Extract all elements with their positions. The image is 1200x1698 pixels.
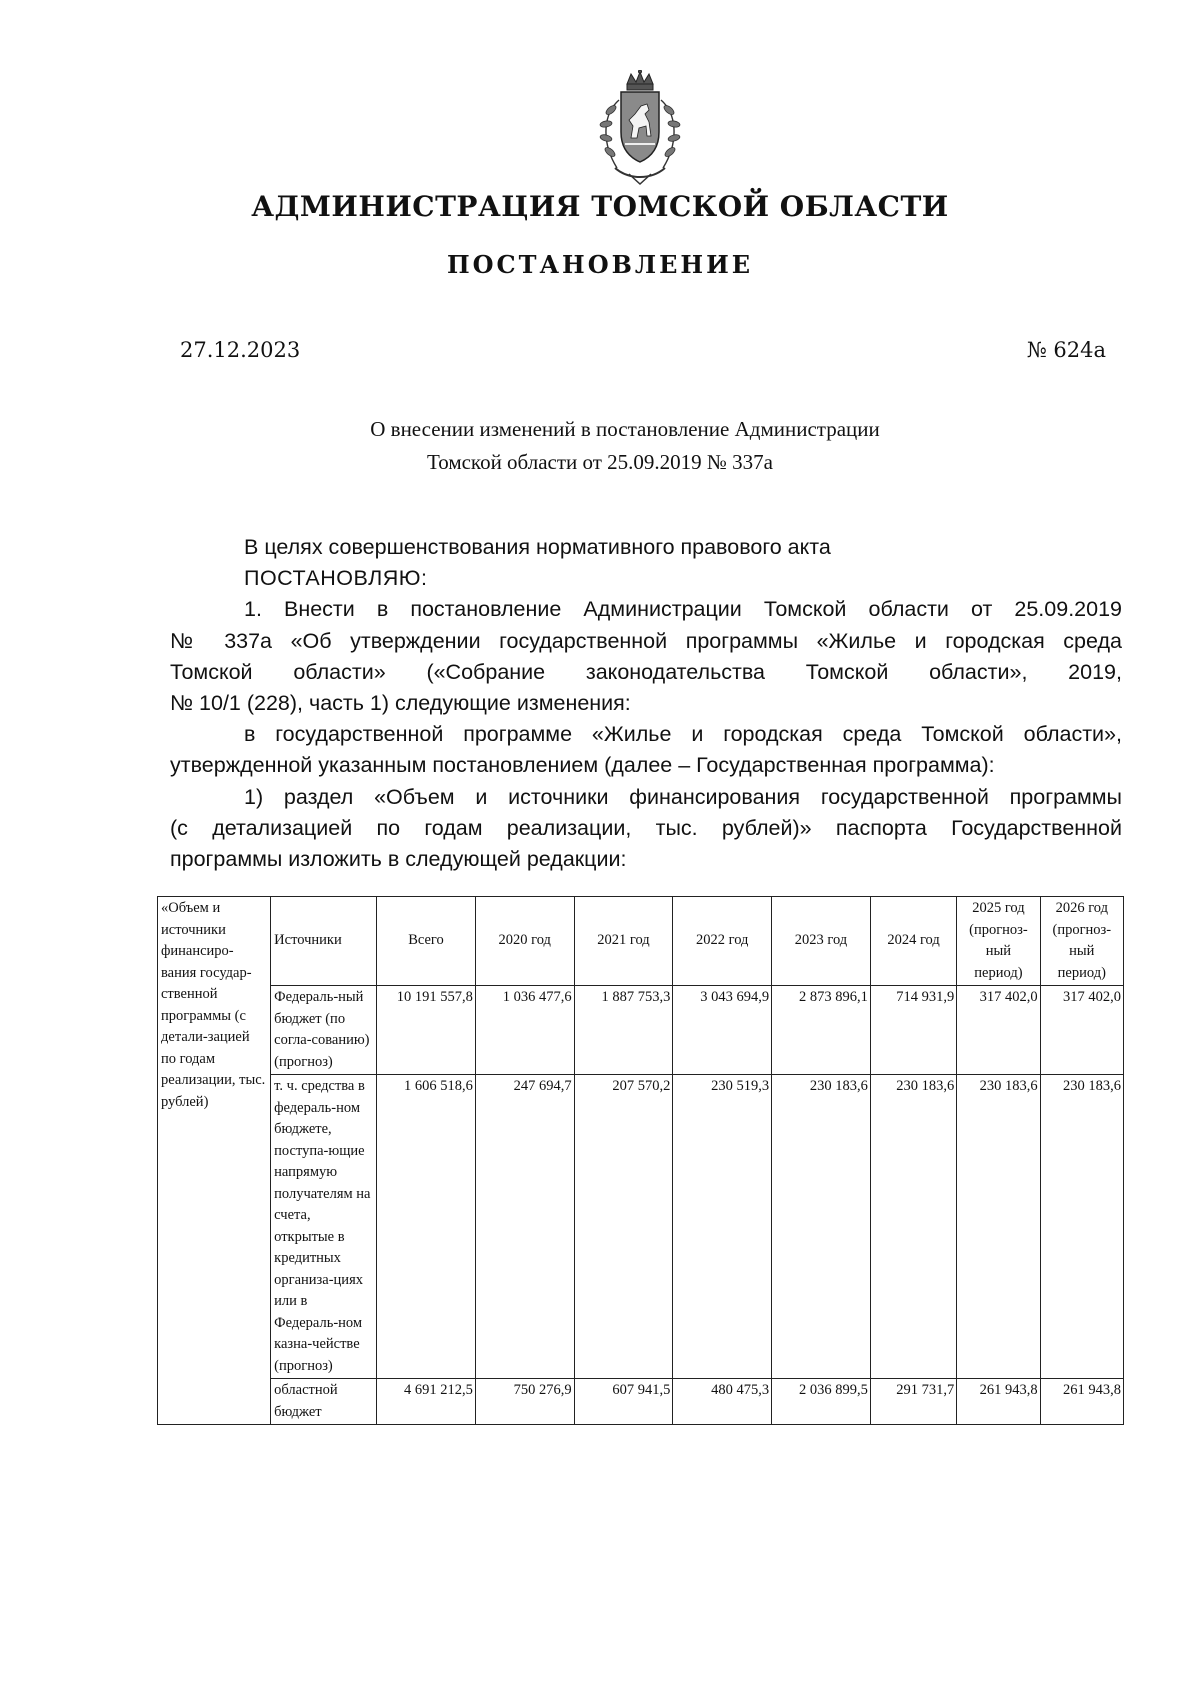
table-header-cell: 2026 год (прогноз-ный период) <box>1040 897 1123 986</box>
table-cell: 10 191 557,8 <box>377 986 476 1075</box>
table-cell: 207 570,2 <box>574 1075 673 1379</box>
decree-word: ПОСТАНОВЛЯЮ: <box>244 566 428 591</box>
paragraph-line: программы изложить в следующей редакции: <box>170 847 627 872</box>
table-cell: 317 402,0 <box>1040 986 1123 1075</box>
table-header-cell: Всего <box>377 897 476 986</box>
paragraph-line: в государственной программе «Жилье и городская среда Томской области», <box>244 722 1122 747</box>
intro-paragraph: В целях совершенствования нормативного правового акта <box>244 535 831 559</box>
paragraph-line: № 337а «Об утверждении государственной программы «Жилье и городская среда <box>170 628 1122 653</box>
table-row-label: «Объем и источники финансиро-вания государ-ственной программы (с детали-зацией по годам реализации, тыс. рублей) <box>158 897 271 1425</box>
subject-line: Томской области от 25.09.2019 № 337а <box>426 450 774 474</box>
table-cell: 230 183,6 <box>870 1075 956 1379</box>
table-header-row <box>158 897 1124 986</box>
table-cell: 261 943,8 <box>957 1379 1040 1425</box>
table-cell: 1 606 518,6 <box>377 1075 476 1379</box>
table-cell: 230 183,6 <box>957 1075 1040 1379</box>
table-cell: 4 691 212,5 <box>377 1379 476 1425</box>
table-source-cell: Федераль-ный бюджет (по согла-сованию) (прогноз) <box>271 986 377 1075</box>
table-cell: 480 475,3 <box>673 1379 772 1425</box>
table-row <box>158 1075 1124 1379</box>
table-cell: 2 873 896,1 <box>772 986 871 1075</box>
document-subject <box>0 413 1200 479</box>
table-cell: 2 036 899,5 <box>772 1379 871 1425</box>
paragraph-line: 1) раздел «Объем и источники финансирования государственной программы <box>244 784 1122 809</box>
table-header-cell: 2023 год <box>772 897 871 986</box>
table-row <box>158 1379 1124 1425</box>
table-cell: 1 887 753,3 <box>574 986 673 1075</box>
paragraph-line: Томской области» («Собрание законодательства Томской области», 2019, <box>170 659 1122 684</box>
table-cell: 230 183,6 <box>1040 1075 1123 1379</box>
document-body <box>170 532 1122 875</box>
table-cell: 230 183,6 <box>772 1075 871 1379</box>
table-header-cell: 2025 год (прогноз-ный период) <box>957 897 1040 986</box>
paragraph-line: 1. Внести в постановление Администрации Томской области от 25.09.2019 <box>244 597 1122 622</box>
subject-line: О внесении изменений в постановление Администрации <box>370 417 880 441</box>
table-cell: 247 694,7 <box>475 1075 574 1379</box>
table-header-cell: Источники <box>271 897 377 986</box>
table-cell: 3 043 694,9 <box>673 986 772 1075</box>
table-header-cell: 2021 год <box>574 897 673 986</box>
table-cell: 230 519,3 <box>673 1075 772 1379</box>
table-header-cell: 2020 год <box>475 897 574 986</box>
document-date: 27.12.2023 <box>180 338 301 362</box>
table-source-cell: областной бюджет <box>271 1379 377 1425</box>
paragraph-line: (с детализацией по годам реализации, тыс. рублей)» паспорта Государственной <box>170 815 1122 840</box>
table-source-cell: т. ч. средства в федераль-ном бюджете, поступа-ющие напрямую получателям на счета, открытые в кредитных организа-циях или в Федераль-ном казна-чействе (прогноз) <box>271 1075 377 1379</box>
paragraph-line: утвержденной указанным постановлением (далее – Государственная программа): <box>170 753 995 778</box>
table-cell: 750 276,9 <box>475 1379 574 1425</box>
table-cell: 714 931,9 <box>870 986 956 1075</box>
table-cell: 261 943,8 <box>1040 1379 1123 1425</box>
organization-title: АДМИНИСТРАЦИЯ ТОМСКОЙ ОБЛАСТИ <box>251 190 949 223</box>
table-cell: 291 731,7 <box>870 1379 956 1425</box>
document-number: № 624а <box>1026 338 1106 362</box>
table-header-cell: 2022 год <box>673 897 772 986</box>
table-header-cell: 2024 год <box>870 897 956 986</box>
table-row <box>158 986 1124 1075</box>
paragraph-line: № 10/1 (228), часть 1) следующие изменения: <box>170 691 631 716</box>
document-type-title: ПОСТАНОВЛЕНИЕ <box>446 250 754 279</box>
financing-table <box>157 896 1124 1425</box>
table-cell: 607 941,5 <box>574 1379 673 1425</box>
table-cell: 317 402,0 <box>957 986 1040 1075</box>
table-cell: 1 036 477,6 <box>475 986 574 1075</box>
tomsk-region-coat-of-arms-icon <box>589 70 691 186</box>
